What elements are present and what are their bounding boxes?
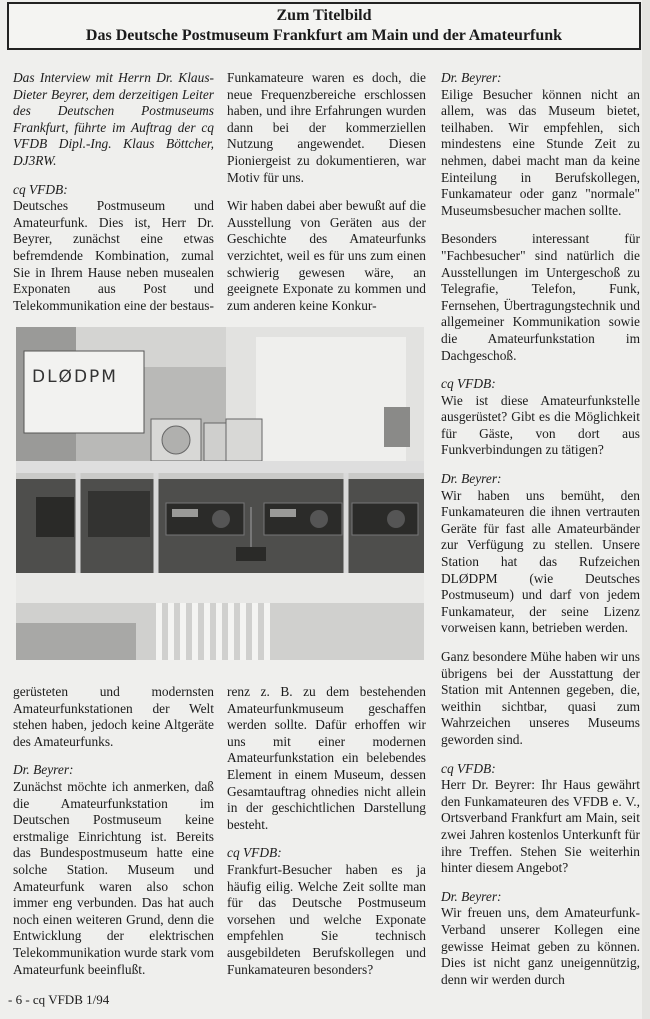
question-text: Herr Dr. Beyrer: Ihr Haus gewährt den Funkamateuren des VFDB e. V., Ortsverband Frankfurt am Main, seit zwei Jahren kostenlos Unterkunft für ihre Treffen. Stehen Sie weiterhin hinter diesem Angebot? xyxy=(441,777,640,876)
column-2-bottom xyxy=(227,684,426,990)
column-1-bottom xyxy=(13,684,214,990)
photo-sign-text: DLØDPM xyxy=(32,367,118,387)
speaker-label: Dr. Beyrer: xyxy=(13,762,74,778)
question-text: Wie ist diese Amateurfunkstelle ausgerüstet? Gibt es die Möglichkeit für Gäste, von dort aus Funkverbindungen zu tätigen? xyxy=(441,392,640,458)
bleed-through-right xyxy=(642,0,650,1019)
speaker-label: Dr. Beyrer: xyxy=(441,70,502,85)
column-3 xyxy=(441,70,640,1000)
speaker-label: Dr. Beyrer: xyxy=(441,888,502,904)
paragraph: Wir haben dabei aber bewußt auf die Ausstellung von Geräten aus der Geschichte des Amateurfunks verzichtet, weil es für uns zum einen schwierig gewesen wäre, an geeignete Exponate zu kommen und zum anderen keine Konkur- xyxy=(227,198,426,313)
photo-illustration xyxy=(16,327,424,660)
title-line-1: Zum Titelbild xyxy=(276,7,372,24)
speaker-label: cq VFDB: xyxy=(441,376,496,392)
paragraph-cont: renz z. B. zu dem bestehenden Amateurfunkmuseum geschaffen werden sollte. Dafür erhoffen wir uns mit einer modernen Amateurfunkstation ein belebendes Element in einem Museum, dessen Gesamtauftrag ohnedies nicht allein in der geschichtlichen Darstellung besteht. xyxy=(227,684,426,832)
speaker-label: cq VFDB: xyxy=(227,845,282,861)
answer-text: Wir haben uns bemüht, den Funkamateuren die ihnen vertrauten Geräte für fast alle Amateurbänder zur Verfügung zu stellen. Unsere Station hat das Rufzeichen DLØDPM (wie Deutsches Postmuseum) und darf von jedem Funkamateur, der seine Lizenz vorweisen kann, betrieben werden. xyxy=(441,487,640,636)
page-footer: - 6 - cq VFDB 1/94 xyxy=(8,992,110,1007)
answer-text: Wir freuen uns, dem Amateurfunk-Verband unserer Kollegen eine gewisse Heimat geben zu können. Dies ist nicht ganz uneigennützig, denn wir werden durch xyxy=(441,905,640,987)
answer-text: Eilige Besucher können nicht an allem, was das Museum bietet, teilhaben. Wir empfehlen, sich mindestens eine Stunde Zeit zu nehmen, dabei macht man da keine Einteilung in Berufskollegen, Funkamateur oder ganz "normale" Museumsbesucher machen sollte. xyxy=(441,86,640,218)
question-text: Deutsches Postmuseum und Amateurfunk. Dies ist, Herr Dr. Beyrer, zunächst eine etwas befremdende Kombination, zumal Sie in Ihrem Hause neben musealen Exponaten aus Post und Telekommunikation eine der bestaus- xyxy=(13,198,214,313)
speaker-label: cq VFDB: xyxy=(13,181,68,197)
paragraph: Besonders interessant für "Fachbesucher" sind natürlich die Ausstellungen im Untergeschoß zu Telegrafie, Telefon, Funk, Fernsehen, Übertragungstechnik und allgemeiner Kommunikation sowie die Amateurfunkstation im Dachgeschoß. xyxy=(441,231,640,363)
paragraph: Ganz besondere Mühe haben wir uns übrigens bei der Ausstattung der Station mit Antennen gegeben, die, weithin sichtbar, quasi zum Wahrzeichen unseres Museums geworden sind. xyxy=(441,649,640,747)
question-text-cont: gerüsteten und modernsten Amateurfunkstationen der Welt stehen haben, jedoch keine Altgeräte des Amateurfunks. xyxy=(13,684,214,749)
title-box xyxy=(7,2,641,50)
paragraph: Funkamateure waren es doch, die neue Frequenzbereiche erschlossen haben, und ihre Erfahrungen wurden dann bei der kommerziellen Nutzung angewendet. Diesen Pioniergeist zu dokumentieren, war Motiv für uns. xyxy=(227,70,426,185)
speaker-label: Dr. Beyrer: xyxy=(441,471,502,487)
intro-paragraph: Das Interview mit Herrn Dr. Klaus-Dieter Beyrer, dem derzeitigen Leiter des Deutschen Postmuseums Frankfurt, führte im Auftrag der cq VFDB Dipl.-Ing. Klaus Böttcher, DJ3RW. xyxy=(13,70,214,168)
column-2-top xyxy=(227,70,426,326)
question-text: Frankfurt-Besucher haben es ja häufig eilig. Welche Zeit sollte man für das Deutsche Postmuseum vorsehen und welche Exponate empfehlen Sie technisch ausgebildeten Berufskollegen und Funkamateuren besonders? xyxy=(227,861,426,977)
cover-photo-radio-station xyxy=(16,327,424,660)
title-line-2: Das Deutsche Postmuseum Frankfurt am Main und der Amateurfunk xyxy=(85,27,563,44)
speaker-label: cq VFDB: xyxy=(441,760,496,776)
column-1-top xyxy=(13,70,214,326)
answer-text: Zunächst möchte ich anmerken, daß die Amateurfunkstation im Deutschen Postmuseum keine erstmalige Einrichtung ist. Bereits das Bundespostmuseum hatte eine solche Station. Museum und Amateurfunk waren also schon immer eng verbunden. Das hat auch noch einen weiteren Grund, denn die Entwicklung der elektrischen Telekommunikation wurde stark vom Amateurfunk beeinflußt. xyxy=(13,778,214,977)
